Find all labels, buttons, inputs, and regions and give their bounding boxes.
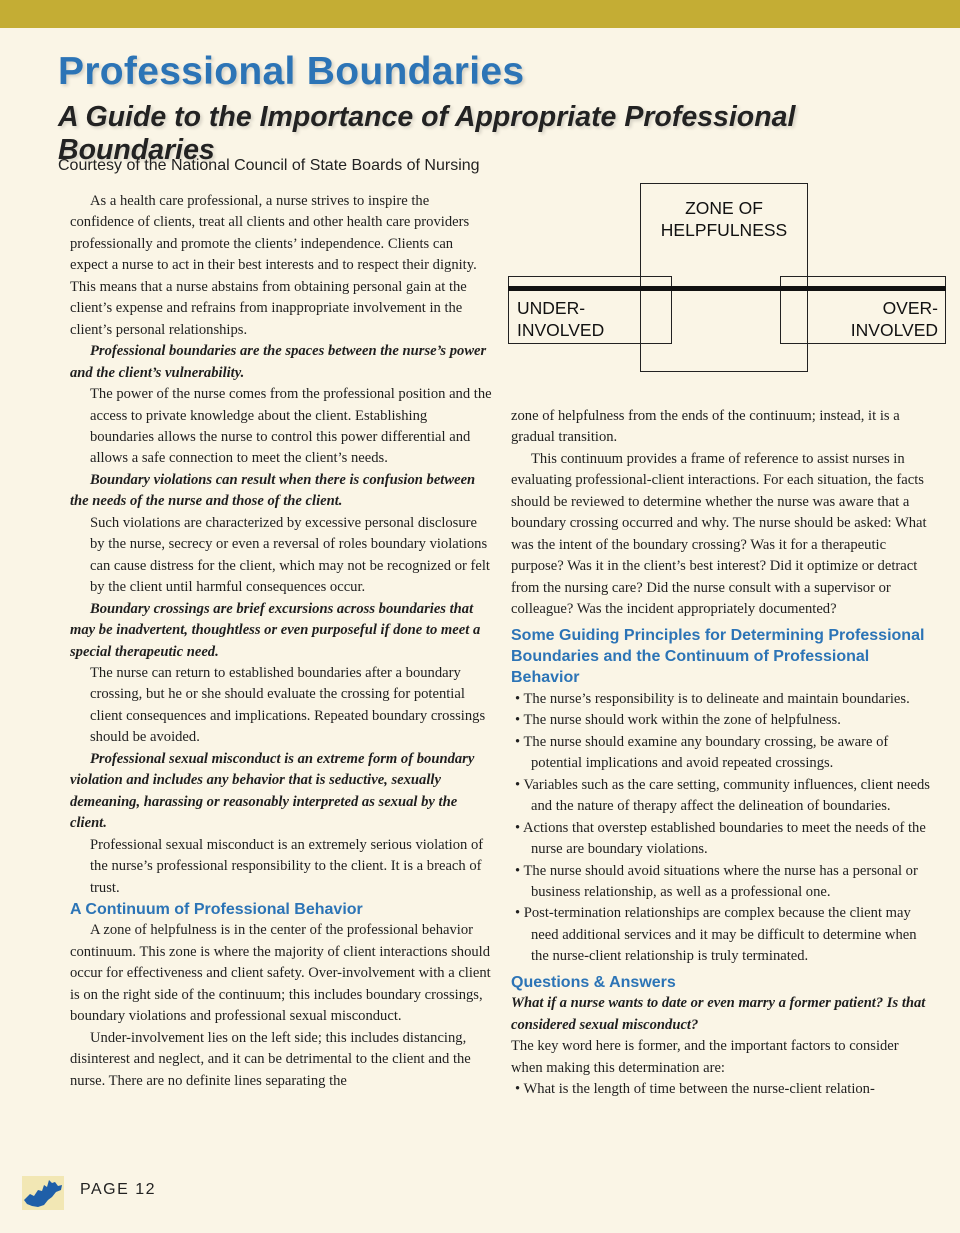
courtesy-line: Courtesy of the National Council of State Boards of Nursing [58,157,480,174]
continued-paragraph: zone of helpfulness from the ends of the continuum; instead, it is a gradual transition. [511,408,900,446]
continuum-diagram [508,183,948,373]
list-item: • The nurse should examine any boundary crossing, be aware of potential implications and avoid repeated crossings. [511,732,931,775]
continuum-heading: A Continuum of Professional Behavior [70,900,363,918]
list-item: • Variables such as the care setting, community influences, client needs and the nature of therapy affect the delineation of boundaries. [511,775,931,818]
under-involved-label [517,297,604,341]
zone-label [640,197,808,241]
qa-answer: The key word here is former, and the important factors to consider when making this determination are: [511,1038,899,1076]
list-item: • The nurse should work within the zone of helpfulness. [511,710,931,731]
qa-heading: Questions & Answers [511,973,676,991]
right-column [511,406,931,1101]
page-subtitle: A Guide to the Importance of Appropriate Professional Boundaries [58,101,796,166]
definition-boundaries-title: Professional boundaries are the spaces between the nurse’s power and the client’s vulnerability. [70,343,487,381]
list-item: • Post-termination relationships are complex because the client may need additional services and it may be difficult to determine when the nurse-client relationship is truly terminated. [511,903,931,967]
over-label-line-2: INVOLVED [850,320,938,340]
continuum-paragraph-1: A zone of helpfulness is in the center of the professional behavior continuum. This zone is where the majority of client interactions should occur for effectiveness and client safety. Over-involvement with a client is on the right side of the continuum; this includes boundary crossings, boundary violations and professional sexual misconduct. [70,922,491,1025]
continuum-line [508,286,946,291]
principles-list [511,689,931,968]
frame-of-reference-paragraph: This continuum provides a frame of reference to assist nurses in evaluating professional-client interactions. For each situation, the facts should be reviewed to determine whether the nurse was aware that a boundary crossing occurred and why. The nurse should be asked: What was the intent of the boundary crossing? Was it for a therapeutic purpose? Was it in the client’s best interest? Did it optimize or detract from the nursing care? Did the nurse consult with a supervisor or colleague? Was the incident appropriately documented? [511,450,927,618]
top-color-bar [0,0,960,28]
qa-bullet-list [511,1079,931,1100]
zone-label-line-2: HELPFULNESS [660,220,788,240]
under-label-line-1: UNDER- [517,298,586,318]
zone-label-line-1: ZONE OF [685,198,763,218]
definition-violations-text: Such violations are characterized by excessive personal disclosure by the nurse, secrecy or even a reversal of roles boundary violations can cause distress for the client, which may not be recognized or felt by the client until harmful consequences occur. [90,514,490,596]
definition-misconduct-title: Professional sexual misconduct is an extreme form of boundary violation and includes any behavior that is seductive, sexually demeaning, harassing or reasonably interpreted as sexual by the client. [70,750,475,832]
page-title: Professional Boundaries [58,50,525,93]
definition-crossings-text: The nurse can return to established boundaries after a boundary crossing, but he or she should evaluate the crossing for potential client consequences and implications. Repeated boundary crossings should be avoided. [90,664,486,746]
definition-crossings-title: Boundary crossings are brief excursions across boundaries that may be inadvertent, thoughtless or even purposeful if done to meet a special therapeutic need. [70,600,481,660]
definition-boundaries-text: The power of the nurse comes from the professional position and the access to private knowledge about the client. Establishing boundaries allows the nurse to control this power differential and allows a safe connection to meet the client’s needs. [90,386,492,467]
list-item: • What is the length of time between the nurse-client relation- [511,1079,931,1100]
page-number: PAGE 12 [80,1181,157,1198]
over-label-line-1: OVER- [882,298,938,318]
definition-violations-title: Boundary violations can result when there is confusion between the needs of the nurse and those of the client. [70,471,476,510]
list-item: • The nurse’s responsibility is to delineate and maintain boundaries. [511,689,931,710]
list-item: • Actions that overstep established boundaries to meet the needs of the nurse are boundary violations. [511,818,931,861]
west-virginia-state-icon [22,1176,64,1210]
continuum-paragraph-2: Under-involvement lies on the left side; this includes distancing, disinterest and neglect, and it can be detrimental to the client and the nurse. There are no definite lines separating the [70,1029,471,1089]
under-label-line-2: INVOLVED [517,320,605,340]
intro-paragraph: As a health care professional, a nurse strives to inspire the confidence of clients, treat all clients and other health care providers professionally and promote the clients’ independence. Clients can expect a nurse to act in their best interests and to respect their dignity. This means that a nurse abstains from obtaining personal gain at the client’s expense and refrains from inappropriate involvement in the client’s personal relationships. [70,193,477,338]
definition-misconduct-text: Professional sexual misconduct is an extremely serious violation of the nurse’s professional responsibility to the client. It is a breach of trust. [90,836,484,896]
principles-heading: Some Guiding Principles for Determining Professional Boundaries and the Continuum of Professional Behavior [511,626,925,687]
list-item: • The nurse should avoid situations where the nurse has a personal or business relationship, as well as a professional one. [511,861,931,904]
left-column [70,191,492,1092]
over-involved-label [851,297,938,341]
qa-question: What if a nurse wants to date or even marry a former patient? Is that considered sexual misconduct? [511,995,926,1033]
